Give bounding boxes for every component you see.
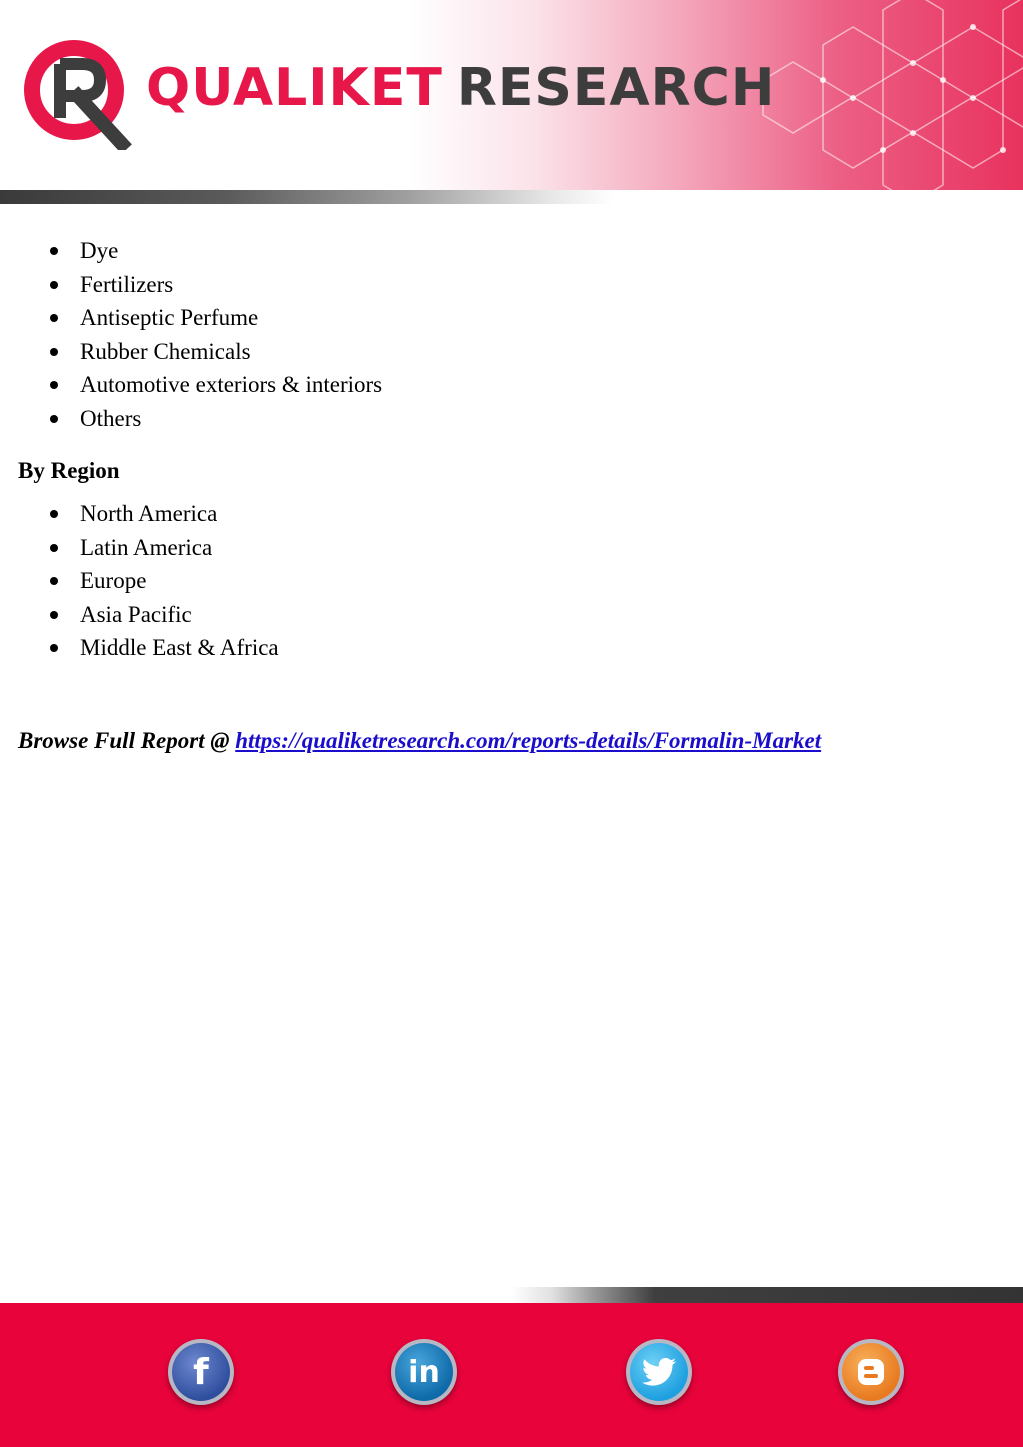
list-item-label: Antiseptic Perfume xyxy=(80,305,259,331)
list-item xyxy=(0,598,1023,632)
list-item xyxy=(0,564,1023,598)
list-item xyxy=(0,268,1023,302)
list-item-label: Automotive exteriors & interiors xyxy=(80,372,383,398)
twitter-icon xyxy=(630,1343,688,1401)
page-header xyxy=(0,0,1023,190)
bullet-icon xyxy=(50,577,58,585)
twitter-bird-icon xyxy=(642,1357,676,1387)
list-item-label: North America xyxy=(80,501,218,526)
application-list xyxy=(0,234,1023,436)
list-item-label: Europe xyxy=(80,568,147,594)
facebook-glyph: f xyxy=(193,1351,209,1393)
twitter-button[interactable] xyxy=(626,1339,692,1405)
list-item xyxy=(0,234,1023,268)
facebook-icon xyxy=(172,1343,230,1401)
linkedin-glyph: in xyxy=(408,1354,440,1390)
linkedin-icon xyxy=(395,1343,453,1401)
list-item xyxy=(0,335,1023,369)
list-item-label: Latin America xyxy=(80,534,213,560)
list-item xyxy=(0,531,1023,565)
blogger-icon xyxy=(842,1343,900,1401)
qualiket-logo-icon xyxy=(22,34,134,150)
report-link[interactable]: https://qualiketresearch.com/reports-details/Formalin-Market xyxy=(235,728,822,753)
list-item-label: Fertilizers xyxy=(80,271,174,297)
bullet-icon xyxy=(50,415,58,423)
bullet-icon xyxy=(50,381,58,389)
bullet-icon xyxy=(50,544,58,552)
blogger-b-icon xyxy=(856,1357,886,1387)
browse-full-report xyxy=(18,729,821,752)
bullet-icon xyxy=(50,314,58,322)
brand-name-part2: RESEARCH xyxy=(456,58,776,118)
header-divider-band xyxy=(0,190,1023,204)
bullet-icon xyxy=(50,247,58,255)
list-item xyxy=(0,368,1023,402)
list-item xyxy=(0,301,1023,335)
browse-label: Browse Full Report @ xyxy=(18,728,236,753)
bullet-icon xyxy=(50,644,58,652)
blogger-button[interactable] xyxy=(838,1339,904,1405)
bullet-icon xyxy=(50,348,58,356)
footer-divider-band xyxy=(0,1287,1023,1303)
list-item-label: Dye xyxy=(80,238,119,263)
page-footer xyxy=(0,1303,1023,1447)
list-item xyxy=(0,497,1023,531)
linkedin-button[interactable] xyxy=(391,1339,457,1405)
list-item-label: Middle East & Africa xyxy=(80,635,279,661)
region-list xyxy=(0,497,1023,665)
list-item-label: Others xyxy=(80,405,142,431)
list-item xyxy=(0,402,1023,436)
facebook-button[interactable] xyxy=(168,1339,234,1405)
list-item xyxy=(0,631,1023,665)
bullet-icon xyxy=(50,611,58,619)
region-heading: By Region xyxy=(18,458,120,483)
list-item-label: Rubber Chemicals xyxy=(80,338,251,364)
bullet-icon xyxy=(50,281,58,289)
list-item-label: Asia Pacific xyxy=(80,601,192,627)
brand-name-part1: QUALIKET xyxy=(146,58,443,118)
brand-name xyxy=(146,58,776,118)
bullet-icon xyxy=(50,510,58,518)
